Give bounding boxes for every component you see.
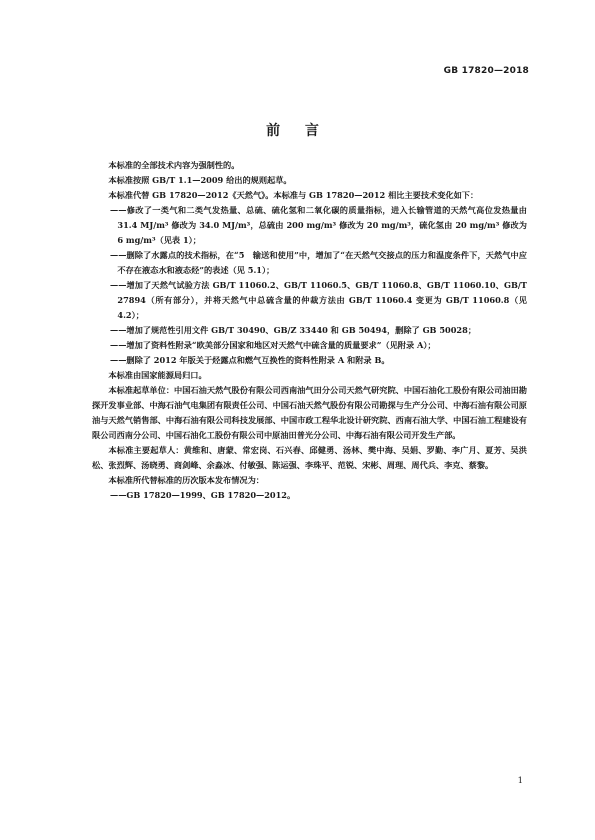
paragraph-history: 本标准所代替标准的历次版本发布情况为： <box>108 475 264 485</box>
list-item-change-6: ——删除了 2012 年版关于烃露点和燃气互换性的资料性附录 A 和附录 B。 <box>110 355 390 365</box>
paragraph-drafting-rules: 本标准按照 GB/T 1.1—2009 给出的规则起草。 <box>108 175 292 185</box>
list-item-change-4: ——增加了规范性引用文件 GB/T 30490、GB/Z 33440 和 GB 50494，删除了 GB 50028； <box>110 325 477 335</box>
list-item-change-5: ——增加了资料性附录“欧美部分国家和地区对天然气中硫含量的质量要求”（见附录 A）； <box>110 340 436 350</box>
paragraph-mandatory: 本标准的全部技术内容为强制性的。 <box>108 160 240 170</box>
list-item-change-3: ——增加了天然气试验方法 GB/T 11060.2、GB/T 11060.5、GB/T 11060.8、GB/T 11060.10、GB/T 27894（所有部分），并将天然气中总硫含量的仲裁方法由 GB/T 11060.4 变更为 GB/T 11060.8（见 4.2）； <box>110 280 527 320</box>
paragraph-drafters: 本标准主要起草人：黄维和、唐蒙、常宏岗、石兴春、邱健勇、汤林、樊中海、吴娟、罗勤、李广月、夏芳、吴洪松、张烈辉、汤晓勇、商剑峰、余淼冰、付敏强、陈运强、李珠平、范锐、宋彬、周理、周代兵、李克、蔡黎。 <box>92 445 527 470</box>
paragraph-replaces: 本标准代替 GB 17820—2012《天然气》。本标准与 GB 17820—2012 相比主要技术变化如下： <box>108 190 479 200</box>
paragraph-drafting-units: 本标准起草单位：中国石油天然气股份有限公司西南油气田分公司天然气研究院、中国石油化工股份有限公司油田勘探开发事业部、中海石油气电集团有限责任公司、中国石油天然气股份有限公司勘探与生产分公司、中海石油有限公司原油与天然气销售部、中海石油有限公司科技发展部、中国市政工程华北设计研究院、西南石油大学、中国石油工程建设有限公司西南分公司、中国石油化工股份有限公司中原油田普光分公司、中海石油有限公司开发生产部。 <box>92 385 527 440</box>
page-number: 1 <box>517 776 523 786</box>
list-item-history: ——GB 17820—1999、GB 17820—2012。 <box>110 490 296 500</box>
paragraph-administration: 本标准由国家能源局归口。 <box>108 370 207 380</box>
list-item-change-2: ——删除了水露点的技术指标，在“5 输送和使用”中，增加了“在天然气交接点的压力和温度条件下，天然气中应不存在液态水和液态烃”的表述（见 5.1）； <box>110 250 527 275</box>
document-body <box>92 158 527 503</box>
page-title: 前 言 <box>266 123 329 139</box>
standard-code: GB 17820—2018 <box>443 66 529 76</box>
list-item-change-1: ——修改了一类气和二类气发热量、总硫、硫化氢和二氧化碳的质量指标，进入长输管道的天然气高位发热量由 31.4 MJ/m³ 修改为 34.0 MJ/m³，总硫由 200 mg/m³ 修改为 20 mg/m³，硫化氢由 20 mg/m³ 修改为 6 mg/m³（见表 1）； <box>110 205 527 245</box>
